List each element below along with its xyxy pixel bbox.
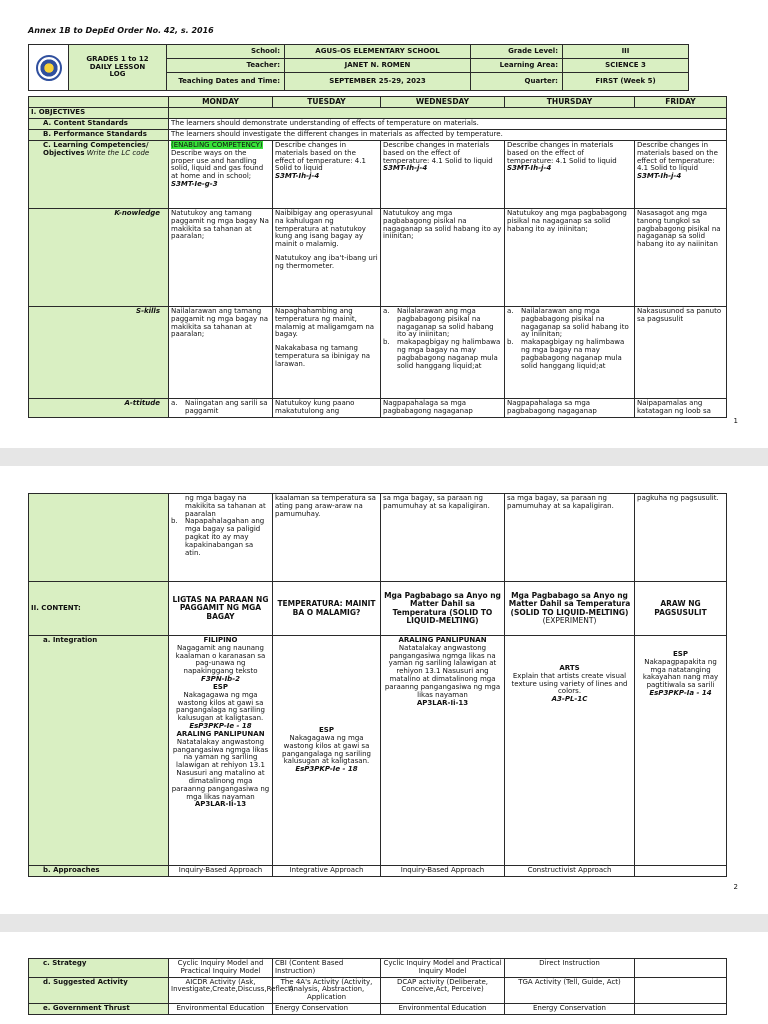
page-gap xyxy=(0,914,768,932)
page-number: 1 xyxy=(733,417,738,425)
thu-knowledge: Natutukoy ang mga pagbabagong pisikal na nagaganap sa solid habang ito ay iniinitan; xyxy=(505,208,635,306)
day-wednesday: WEDNESDAY xyxy=(381,97,505,108)
thu-attitude-cont: sa mga bagay, sa paraan ng pamumuhay at sa kapaligiran. xyxy=(505,494,635,582)
wed-content: Mga Pagbabago sa Anyo ng Matter Dahil sa Temperatura (SOLID TO LIQUID-MELTING) xyxy=(381,582,505,636)
tue-content: TEMPERATURA: MAINIT BA O MALAMIG? xyxy=(273,582,381,636)
teacher-label: Teacher: xyxy=(167,59,285,73)
tue-activity: The 4A's Activity (Activity, Analysis, Abstraction, Application xyxy=(273,977,381,1003)
wed-strategy: Cyclic Inquiry Model and Practical Inquiry Model xyxy=(381,959,505,978)
mon-gov-thrust: Environmental Education xyxy=(169,1004,273,1015)
page-number: 2 xyxy=(733,883,738,891)
tue-strategy: CBI (Content Based Instruction) xyxy=(273,959,381,978)
objectives-table xyxy=(28,96,727,418)
fri-competency: Describe changes in materials based on the effect of temperature: 4.1 Solid to liquid S3MT-Ih-j-4 xyxy=(635,140,727,208)
corner-cell xyxy=(29,97,169,108)
mon-competency: (ENABLING COMPETENCY) Describe ways on the proper use and handling solid, liquid and gas found at home and in school; S3MT-Ie-g-3 xyxy=(169,140,273,208)
area-label: Learning Area: xyxy=(471,59,563,73)
fri-integration: ESP Nakapagpapakita ng mga natatanging kakayahan nang may pagtitiwala sa sarili EsP3PKP-Ia - 14 xyxy=(635,636,727,866)
school-label: School: xyxy=(167,45,285,59)
fri-skills: Nakasusunod sa panuto sa pagsusulit xyxy=(635,306,727,398)
objectives-heading: I. OBJECTIVES xyxy=(29,108,169,119)
integration-label: a. Integration xyxy=(29,636,169,866)
wed-attitude-cont: sa mga bagay, sa paraan ng pamumuhay at sa kapaligiran. xyxy=(381,494,505,582)
deped-logo-cell xyxy=(29,45,69,91)
fri-attitude-cont: pagkuha ng pagsusulit. xyxy=(635,494,727,582)
wed-approach: Inquiry-Based Approach xyxy=(381,866,505,877)
wed-integration: ARALING PANLIPUNAN Natatalakay angwastong pangangasiwa ngmga likas na yaman ng sariling lalawigan at rehiyon 13.1 Nasusuri ang matalino at dimatalinong mga paraanng pangangasiwa ng mga likas nayaman AP3LAR-Ii-13 xyxy=(381,636,505,866)
wed-competency: Describe changes in materials based on the effect of temperature: 4.1 Solid to liquid S3MT-Ih-j-4 xyxy=(381,140,505,208)
quarter-label: Quarter: xyxy=(471,73,563,91)
thu-content: Mga Pagbabago sa Anyo ng Matter Dahil sa Temperatura (SOLID TO LIQUID-MELTING) (EXPERIMENT) xyxy=(505,582,635,636)
wed-activity: DCAP activity (Deliberate, Conceive,Act, Perceive) xyxy=(381,977,505,1003)
knowledge-label: K-nowledge xyxy=(29,208,169,306)
competencies-label: C. Learning Competencies/ Objectives Write the LC code xyxy=(29,140,169,208)
tue-skills: Napaghahambing ang temperatura ng mainit, malamig at maligamgam na bagay. Nakakabasa ng tamang temperatura sa ibinigay na larawan. xyxy=(273,306,381,398)
tue-competency: Describe changes in materials based on the effect of temperature: 4.1 Solid to liquid S3MT-Ih-j-4 xyxy=(273,140,381,208)
page-2 xyxy=(0,466,768,914)
day-tuesday: TUESDAY xyxy=(273,97,381,108)
grade-value: III xyxy=(563,45,689,59)
tue-gov-thrust: Energy Conservation xyxy=(273,1004,381,1015)
page-gap xyxy=(0,448,768,466)
page-1 xyxy=(0,0,768,448)
mon-activity: AICDR Activity (Ask, Investigate,Create,Discuss,Reflect) xyxy=(169,977,273,1003)
tue-attitude-cont: kaalaman sa temperatura sa ating pang araw-araw na pamumuhay. xyxy=(273,494,381,582)
thu-approach: Constructivist Approach xyxy=(505,866,635,877)
strategy-label: c. Strategy xyxy=(29,959,169,978)
dates-label: Teaching Dates and Time: xyxy=(167,73,285,91)
gov-thrust-label: e. Government Thrust xyxy=(29,1004,169,1015)
mon-skills: Nailalarawan ang tamang paggamit ng mga bagay na makikita sa tahanan at paaralan; xyxy=(169,306,273,398)
dates-value: SEPTEMBER 25-29, 2023 xyxy=(285,73,471,91)
objectives-heading-fill xyxy=(169,108,727,119)
mon-strategy: Cyclic Inquiry Model and Practical Inquiry Model xyxy=(169,959,273,978)
thu-competency: Describe changes in materials based on the effect of temperature: 4.1 Solid to liquid S3MT-Ih-j-4 xyxy=(505,140,635,208)
day-monday: MONDAY xyxy=(169,97,273,108)
dll-title: GRADES 1 to 12 DAILY LESSON LOG xyxy=(69,45,167,91)
fri-knowledge: Nasasagot ang mga tanong tungkol sa pagbabagong pisikal na nagaganap sa solid habang ito ay naiinitan xyxy=(635,208,727,306)
strategy-table xyxy=(28,958,727,1015)
performance-standards-label: B. Performance Standards xyxy=(29,130,169,141)
day-thursday: THURSDAY xyxy=(505,97,635,108)
annex-title: Annex 1B to DepEd Order No. 42, s. 2016 xyxy=(28,26,214,35)
content-standards-label: A. Content Standards xyxy=(29,119,169,130)
thu-skills: a. Nailalarawan ang mga pagbabagong pisikal na nagaganap sa solid habang ito ay iniinitan; b. makapagbigay ng halimbawa ng mga bagay na may pagbabagong naganap mula solid hanggang liquid;at xyxy=(505,306,635,398)
mon-content: LIGTAS NA PARAAN NG PAGGAMIT NG MGA BAGAY xyxy=(169,582,273,636)
attitude-label: A-ttitude xyxy=(29,398,169,417)
fri-attitude: Naipapamalas ang katatagan ng loob sa xyxy=(635,398,727,417)
wed-attitude: Nagpapahalaga sa mga pagbabagong nagaganap xyxy=(381,398,505,417)
mon-approach: Inquiry-Based Approach xyxy=(169,866,273,877)
mon-attitude-cont: ng mga bagay na makikita sa tahanan at paaralan b. Napapahalagahan ang mga bagay sa paligid pagkat ito ay may kapakinabangan sa atin. xyxy=(169,494,273,582)
fri-approach xyxy=(635,866,727,877)
deped-seal-icon xyxy=(36,55,62,81)
wed-skills: a. Nailalarawan ang mga pagbabagong pisikal na nagaganap sa solid habang ito ay iniinitan; b. makapagbigay ng halimbawa ng mga bagay na may pagbabagong naganap mula solid hanggang liquid;at xyxy=(381,306,505,398)
skills-label: S-kills xyxy=(29,306,169,398)
approaches-label: b. Approaches xyxy=(29,866,169,877)
attitude-cont-label xyxy=(29,494,169,582)
mon-attitude: a. Naiingatan ang sarili sa paggamit xyxy=(169,398,273,417)
content-table xyxy=(28,493,727,877)
fri-strategy xyxy=(635,959,727,978)
thu-strategy: Direct Instruction xyxy=(505,959,635,978)
content-label: II. CONTENT: xyxy=(29,582,169,636)
page-3 xyxy=(0,932,768,1024)
quarter-value: FIRST (Week 5) xyxy=(563,73,689,91)
thu-gov-thrust: Energy Conservation xyxy=(505,1004,635,1015)
activity-label: d. Suggested Activity xyxy=(29,977,169,1003)
wed-gov-thrust: Environmental Education xyxy=(381,1004,505,1015)
thu-attitude: Nagpapahalaga sa mga pagbabagong nagaganap xyxy=(505,398,635,417)
thu-activity: TGA Activity (Tell, Guide, Act) xyxy=(505,977,635,1003)
grade-label: Grade Level: xyxy=(471,45,563,59)
school-value: AGUS-OS ELEMENTARY SCHOOL xyxy=(285,45,471,59)
thu-integration: ARTS Explain that artists create visual texture using variety of lines and colors. A3-PL-1C xyxy=(505,636,635,866)
header-table xyxy=(28,44,689,91)
mon-integration: FILIPINO Nagagamit ang naunang kaalaman o karanasan sa pag-unawa ng napakinggang teksto F3PN-Ib-2 ESP Nakagagawa ng mga wastong kilos at gawi sa pangangalaga ng sariling kalusugan at kaligtasan. EsP3PKP-Ie - 18 ARALING PANLIPUNAN Natatalakay angwastong pangangasiwa ngmga likas na yaman ng sariling lalawigan at rehiyon 13.1 Nasusuri ang matalino at dimatalinong mga paraanng pangangasiwa ng mga likas nayaman AP3LAR-Ii-13 xyxy=(169,636,273,866)
tue-approach: Integrative Approach xyxy=(273,866,381,877)
fri-gov-thrust xyxy=(635,1004,727,1015)
tue-knowledge: Naibibigay ang operasyunal na kahulugan ng temperatura at natutukoy kung ang isang bagay ay mainit o malamig. Natutukoy ang iba't-ibang uri ng thermometer. xyxy=(273,208,381,306)
day-friday: FRIDAY xyxy=(635,97,727,108)
tue-attitude: Natutukoy kung paano makatutulong ang xyxy=(273,398,381,417)
teacher-value: JANET N. ROMEN xyxy=(285,59,471,73)
performance-standards-text: The learners should investigate the different changes in materials as affected by temperature. xyxy=(169,130,727,141)
tue-integration: ESP Nakagagawa ng mga wastong kilos at gawi sa pangangalaga ng sariling kalusugan at kaligtasan. EsP3PKP-Ie - 18 xyxy=(273,636,381,866)
content-standards-text: The learners should demonstrate understanding of effects of temperature on materials. xyxy=(169,119,727,130)
fri-content: ARAW NG PAGSUSULIT xyxy=(635,582,727,636)
mon-knowledge: Natutukoy ang tamang paggamit ng mga bagay Na makikita sa tahanan at paaralan; xyxy=(169,208,273,306)
area-value: SCIENCE 3 xyxy=(563,59,689,73)
fri-activity xyxy=(635,977,727,1003)
wed-knowledge: Natutukoy ang mga pagbabagong pisikal na nagaganap sa solid habang ito ay iniinitan; xyxy=(381,208,505,306)
